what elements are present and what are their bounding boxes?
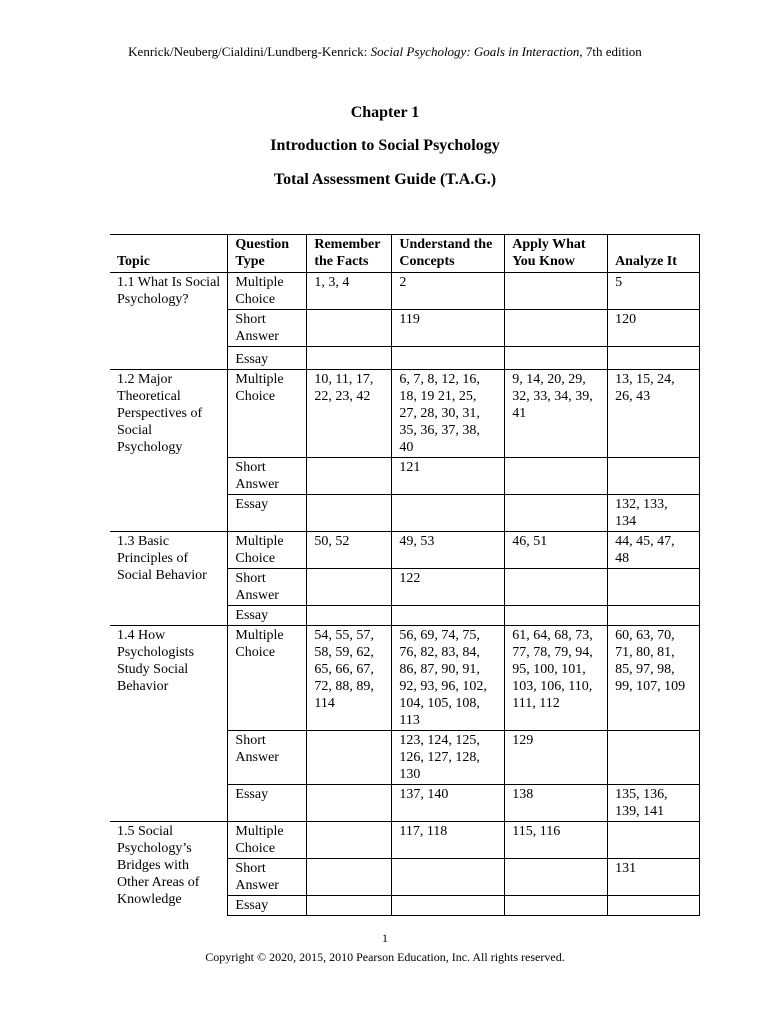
apply-cell xyxy=(505,896,608,916)
remember-cell xyxy=(307,569,392,606)
question-type-cell: Essay xyxy=(228,495,307,532)
question-type-cell: Essay xyxy=(228,785,307,822)
apply-cell xyxy=(505,859,608,896)
header-understand: Understand the Concepts xyxy=(392,235,505,273)
apply-cell xyxy=(505,458,608,495)
analyze-cell: 5 xyxy=(608,273,700,310)
table-row xyxy=(110,626,700,731)
header-question-type: Question Type xyxy=(228,235,307,273)
understand-cell: 2 xyxy=(392,273,505,310)
question-type-cell: Short Answer xyxy=(228,458,307,495)
apply-cell: 9, 14, 20, 29, 32, 33, 34, 39, 41 xyxy=(505,370,608,458)
question-type-cell: Essay xyxy=(228,606,307,626)
remember-cell xyxy=(307,606,392,626)
analyze-cell: 60, 63, 70, 71, 80, 81, 85, 97, 98, 99, 107, 109 xyxy=(608,626,700,731)
analyze-cell: 120 xyxy=(608,310,700,347)
understand-cell: 121 xyxy=(392,458,505,495)
understand-cell: 49, 53 xyxy=(392,532,505,569)
understand-cell xyxy=(392,495,505,532)
header-edition: , 7th edition xyxy=(579,44,642,59)
running-header xyxy=(0,44,770,60)
remember-cell xyxy=(307,347,392,370)
topic-cell: 1.4 How Psychologists Study Social Behavior xyxy=(110,626,228,822)
topic-cell: 1.1 What Is Social Psychology? xyxy=(110,273,228,370)
apply-cell: 46, 51 xyxy=(505,532,608,569)
remember-cell xyxy=(307,859,392,896)
table-row xyxy=(110,532,700,569)
header-topic: Topic xyxy=(110,235,228,273)
understand-cell xyxy=(392,606,505,626)
analyze-cell: 132, 133, 134 xyxy=(608,495,700,532)
question-type-cell: Multiple Choice xyxy=(228,822,307,859)
understand-cell xyxy=(392,859,505,896)
question-type-cell: Multiple Choice xyxy=(228,370,307,458)
table-row xyxy=(110,822,700,859)
remember-cell xyxy=(307,896,392,916)
analyze-cell xyxy=(608,606,700,626)
understand-cell: 137, 140 xyxy=(392,785,505,822)
table-row xyxy=(110,370,700,458)
apply-cell xyxy=(505,347,608,370)
question-type-cell: Multiple Choice xyxy=(228,532,307,569)
apply-cell xyxy=(505,310,608,347)
analyze-cell xyxy=(608,347,700,370)
understand-cell: 122 xyxy=(392,569,505,606)
guide-title: Total Assessment Guide (T.A.G.) xyxy=(273,171,497,188)
understand-cell: 56, 69, 74, 75, 76, 82, 83, 84, 86, 87, 90, 91, 92, 93, 96, 102, 104, 105, 108, 113 xyxy=(392,626,505,731)
chapter-number: Chapter 1 xyxy=(350,104,420,121)
question-type-cell: Short Answer xyxy=(228,731,307,785)
assessment-table xyxy=(110,234,700,916)
analyze-cell xyxy=(608,458,700,495)
chapter-title: Introduction to Social Psychology xyxy=(270,137,500,154)
remember-cell xyxy=(307,458,392,495)
copyright-notice: Copyright © 2020, 2015, 2010 Pearson Education, Inc. All rights reserved. xyxy=(205,950,565,964)
understand-cell xyxy=(392,347,505,370)
header-remember: Remember the Facts xyxy=(307,235,392,273)
page-number: 1 xyxy=(382,931,388,945)
analyze-cell: 44, 45, 47, 48 xyxy=(608,532,700,569)
question-type-cell: Short Answer xyxy=(228,859,307,896)
analyze-cell xyxy=(608,569,700,606)
understand-cell: 119 xyxy=(392,310,505,347)
understand-cell: 117, 118 xyxy=(392,822,505,859)
apply-cell xyxy=(505,495,608,532)
analyze-cell: 13, 15, 24, 26, 43 xyxy=(608,370,700,458)
header-analyze: Analyze It xyxy=(608,235,700,273)
question-type-cell: Essay xyxy=(228,347,307,370)
remember-cell: 10, 11, 17, 22, 23, 42 xyxy=(307,370,392,458)
table-header-row xyxy=(110,235,700,273)
question-type-cell: Multiple Choice xyxy=(228,273,307,310)
apply-cell: 115, 116 xyxy=(505,822,608,859)
remember-cell xyxy=(307,822,392,859)
apply-cell xyxy=(505,606,608,626)
header-book-title: Social Psychology: Goals in Interaction xyxy=(370,44,580,59)
remember-cell xyxy=(307,731,392,785)
analyze-cell: 131 xyxy=(608,859,700,896)
question-type-cell: Essay xyxy=(228,896,307,916)
analyze-cell xyxy=(608,731,700,785)
remember-cell xyxy=(307,495,392,532)
question-type-cell: Multiple Choice xyxy=(228,626,307,731)
apply-cell: 138 xyxy=(505,785,608,822)
apply-cell: 61, 64, 68, 73, 77, 78, 79, 94, 95, 100, 101, 103, 106, 110, 111, 112 xyxy=(505,626,608,731)
question-type-cell: Short Answer xyxy=(228,310,307,347)
understand-cell: 123, 124, 125, 126, 127, 128, 130 xyxy=(392,731,505,785)
topic-cell: 1.3 Basic Principles of Social Behavior xyxy=(110,532,228,626)
apply-cell: 129 xyxy=(505,731,608,785)
analyze-cell xyxy=(608,896,700,916)
apply-cell xyxy=(505,569,608,606)
topic-cell: 1.2 Major Theoretical Perspectives of Social Psychology xyxy=(110,370,228,532)
remember-cell: 54, 55, 57, 58, 59, 62, 65, 66, 67, 72, 88, 89, 114 xyxy=(307,626,392,731)
header-authors: Kenrick/Neuberg/Cialdini/Lundberg-Kenrick: xyxy=(128,44,371,59)
table-row xyxy=(110,273,700,310)
header-apply: Apply What You Know xyxy=(505,235,608,273)
analyze-cell xyxy=(608,822,700,859)
remember-cell: 50, 52 xyxy=(307,532,392,569)
remember-cell xyxy=(307,310,392,347)
analyze-cell: 135, 136, 139, 141 xyxy=(608,785,700,822)
remember-cell: 1, 3, 4 xyxy=(307,273,392,310)
understand-cell: 6, 7, 8, 12, 16, 18, 19 21, 25, 27, 28, 30, 31, 35, 36, 37, 38, 40 xyxy=(392,370,505,458)
remember-cell xyxy=(307,785,392,822)
topic-cell: 1.5 Social Psychology’s Bridges with Other Areas of Knowledge xyxy=(110,822,228,916)
question-type-cell: Short Answer xyxy=(228,569,307,606)
apply-cell xyxy=(505,273,608,310)
understand-cell xyxy=(392,896,505,916)
